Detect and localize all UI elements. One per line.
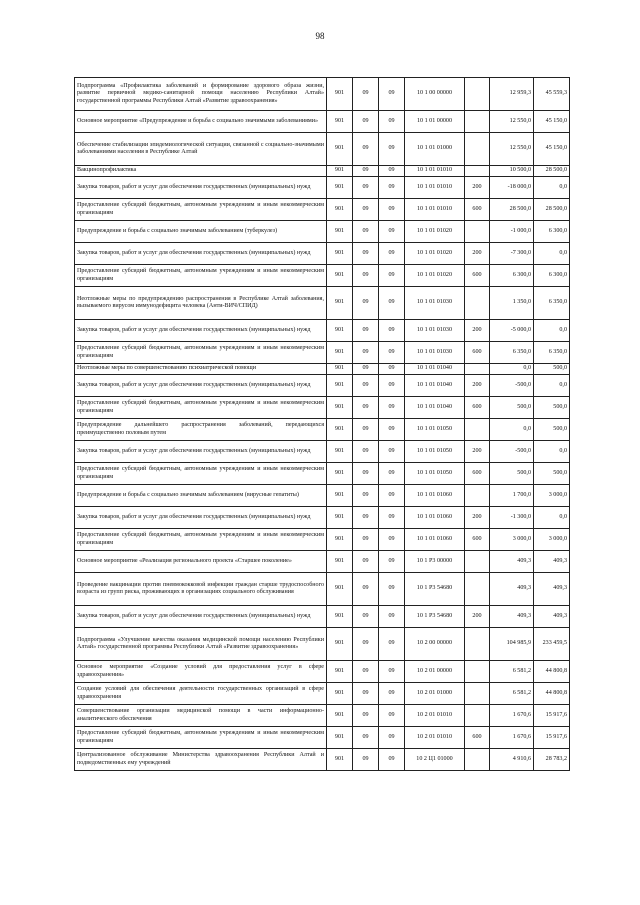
- amount-total: 500,0: [534, 419, 570, 441]
- subsection-code: 09: [379, 606, 405, 628]
- row-name: Неотложные меры по предупреждению распространения в Республике Алтай заболевания, вызываемого вирусом иммунодефицита человека (Анти-ВИЧ/СПИД): [75, 287, 327, 320]
- subsection-code: 09: [379, 221, 405, 243]
- row-name: Предоставление субсидий бюджетным, автономным учреждениям и иным некоммерческим организациям: [75, 265, 327, 287]
- admin-code: 901: [327, 166, 353, 177]
- amount-change: 409,3: [490, 606, 534, 628]
- table-row: [75, 507, 570, 529]
- expense-type-code: [465, 133, 490, 166]
- table-row: [75, 628, 570, 661]
- admin-code: 901: [327, 133, 353, 166]
- target-article-code: 10 1 01 01050: [405, 441, 465, 463]
- row-name: Централизованное обслуживание Министерства здравоохранения Республики Алтай и подведомственных ему учреждений: [75, 749, 327, 771]
- row-name: Вакцинопрофилактика: [75, 166, 327, 177]
- target-article-code: 10 1 01 01020: [405, 265, 465, 287]
- amount-change: 3 000,0: [490, 529, 534, 551]
- subsection-code: 09: [379, 364, 405, 375]
- target-article-code: 10 1 01 01030: [405, 287, 465, 320]
- section-code: 09: [353, 705, 379, 727]
- amount-total: 409,3: [534, 573, 570, 606]
- amount-total: 3 000,0: [534, 485, 570, 507]
- target-article-code: 10 1 01 01040: [405, 397, 465, 419]
- subsection-code: 09: [379, 551, 405, 573]
- admin-code: 901: [327, 265, 353, 287]
- admin-code: 901: [327, 573, 353, 606]
- section-code: 09: [353, 463, 379, 485]
- row-name: Создание условий для обеспечения деятельности государственных организаций в сфере здравоохранения: [75, 683, 327, 705]
- admin-code: 901: [327, 441, 353, 463]
- target-article-code: 10 1 01 01060: [405, 507, 465, 529]
- subsection-code: 09: [379, 507, 405, 529]
- amount-total: 45 150,0: [534, 133, 570, 166]
- table-row: [75, 364, 570, 375]
- amount-change: -7 300,0: [490, 243, 534, 265]
- table-row: [75, 221, 570, 243]
- admin-code: 901: [327, 749, 353, 771]
- expense-type-code: [465, 705, 490, 727]
- subsection-code: 09: [379, 485, 405, 507]
- amount-change: 10 500,0: [490, 166, 534, 177]
- subsection-code: 09: [379, 287, 405, 320]
- expense-type-code: [465, 221, 490, 243]
- section-code: 09: [353, 661, 379, 683]
- table-row: [75, 749, 570, 771]
- target-article-code: 10 1 01 01010: [405, 199, 465, 221]
- target-article-code: 10 1 P3 54680: [405, 573, 465, 606]
- expense-type-code: [465, 419, 490, 441]
- admin-code: 901: [327, 111, 353, 133]
- subsection-code: 09: [379, 265, 405, 287]
- table-row: [75, 397, 570, 419]
- page-number: 98: [315, 31, 325, 41]
- target-article-code: 10 1 01 01010: [405, 166, 465, 177]
- subsection-code: 09: [379, 320, 405, 342]
- row-name: Предоставление субсидий бюджетным, автономным учреждениям и иным некоммерческим организациям: [75, 463, 327, 485]
- subsection-code: 09: [379, 441, 405, 463]
- target-article-code: 10 2 01 01010: [405, 727, 465, 749]
- section-code: 09: [353, 342, 379, 364]
- admin-code: 901: [327, 727, 353, 749]
- amount-total: 45 150,0: [534, 111, 570, 133]
- row-name: Закупка товаров, работ и услуг для обеспечения государственных (муниципальных) нужд: [75, 441, 327, 463]
- admin-code: 901: [327, 177, 353, 199]
- amount-total: 6 300,0: [534, 265, 570, 287]
- amount-total: 0,0: [534, 177, 570, 199]
- amount-change: 409,3: [490, 573, 534, 606]
- subsection-code: 09: [379, 661, 405, 683]
- row-name: Подпрограмма «Профилактика заболеваний и формирование здорового образа жизни, развитие первичной медико-санитарной помощи населению Республики Алтай» государственной программы Республики Алтай «Развитие здравоохранения»: [75, 78, 327, 111]
- admin-code: 901: [327, 243, 353, 265]
- expense-type-code: [465, 287, 490, 320]
- amount-total: 6 350,0: [534, 342, 570, 364]
- amount-change: -5 000,0: [490, 320, 534, 342]
- target-article-code: 10 1 01 01020: [405, 221, 465, 243]
- budget-table: [74, 77, 570, 771]
- target-article-code: 10 2 01 01000: [405, 683, 465, 705]
- section-code: 09: [353, 166, 379, 177]
- subsection-code: 09: [379, 749, 405, 771]
- row-name: Закупка товаров, работ и услуг для обеспечения государственных (муниципальных) нужд: [75, 243, 327, 265]
- target-article-code: 10 1 01 01050: [405, 419, 465, 441]
- subsection-code: 09: [379, 628, 405, 661]
- expense-type-code: 200: [465, 507, 490, 529]
- amount-total: 15 917,6: [534, 727, 570, 749]
- section-code: 09: [353, 78, 379, 111]
- section-code: 09: [353, 573, 379, 606]
- admin-code: 901: [327, 628, 353, 661]
- table-row: [75, 199, 570, 221]
- expense-type-code: 200: [465, 320, 490, 342]
- expense-type-code: 200: [465, 177, 490, 199]
- subsection-code: 09: [379, 683, 405, 705]
- table-row: [75, 287, 570, 320]
- expense-type-code: 200: [465, 243, 490, 265]
- table-row: [75, 78, 570, 111]
- expense-type-code: [465, 485, 490, 507]
- row-name: Закупка товаров, работ и услуг для обеспечения государственных (муниципальных) нужд: [75, 375, 327, 397]
- budget-table-body: [75, 78, 570, 771]
- section-code: 09: [353, 320, 379, 342]
- table-row: [75, 243, 570, 265]
- subsection-code: 09: [379, 419, 405, 441]
- target-article-code: 10 1 01 00000: [405, 111, 465, 133]
- amount-total: 0,0: [534, 441, 570, 463]
- table-row: [75, 573, 570, 606]
- target-article-code: 10 1 01 01050: [405, 463, 465, 485]
- amount-total: 28 783,2: [534, 749, 570, 771]
- amount-total: 28 500,0: [534, 166, 570, 177]
- table-row: [75, 320, 570, 342]
- subsection-code: 09: [379, 573, 405, 606]
- section-code: 09: [353, 507, 379, 529]
- amount-total: 0,0: [534, 507, 570, 529]
- table-row: [75, 606, 570, 628]
- target-article-code: 10 1 P3 54680: [405, 606, 465, 628]
- expense-type-code: 600: [465, 265, 490, 287]
- row-name: Обеспечение стабилизации эпидемиологической ситуации, связанной с социально-значимыми заболеваниями населения в Республике Алтай: [75, 133, 327, 166]
- amount-change: -1 000,0: [490, 221, 534, 243]
- section-code: 09: [353, 628, 379, 661]
- subsection-code: 09: [379, 463, 405, 485]
- target-article-code: 10 1 01 01020: [405, 243, 465, 265]
- amount-change: 6 300,0: [490, 265, 534, 287]
- admin-code: 901: [327, 397, 353, 419]
- section-code: 09: [353, 749, 379, 771]
- amount-total: 45 559,3: [534, 78, 570, 111]
- section-code: 09: [353, 551, 379, 573]
- expense-type-code: 600: [465, 727, 490, 749]
- amount-total: 3 000,0: [534, 529, 570, 551]
- admin-code: 901: [327, 683, 353, 705]
- admin-code: 901: [327, 375, 353, 397]
- amount-total: 6 300,0: [534, 221, 570, 243]
- amount-total: 500,0: [534, 463, 570, 485]
- amount-change: 1 700,0: [490, 485, 534, 507]
- admin-code: 901: [327, 221, 353, 243]
- expense-type-code: 200: [465, 375, 490, 397]
- subsection-code: 09: [379, 177, 405, 199]
- section-code: 09: [353, 287, 379, 320]
- admin-code: 901: [327, 342, 353, 364]
- row-name: Основное мероприятие «Реализация регионального проекта «Старшее поколение»: [75, 551, 327, 573]
- expense-type-code: [465, 683, 490, 705]
- section-code: 09: [353, 397, 379, 419]
- admin-code: 901: [327, 419, 353, 441]
- section-code: 09: [353, 364, 379, 375]
- row-name: Предоставление субсидий бюджетным, автономным учреждениям и иным некоммерческим организациям: [75, 342, 327, 364]
- table-row: [75, 529, 570, 551]
- row-name: Предупреждение дальнейшего распространения заболеваний, передающихся преимущественно половым путем: [75, 419, 327, 441]
- subsection-code: 09: [379, 199, 405, 221]
- expense-type-code: [465, 573, 490, 606]
- amount-total: 409,3: [534, 551, 570, 573]
- expense-type-code: 600: [465, 463, 490, 485]
- subsection-code: 09: [379, 166, 405, 177]
- target-article-code: 10 1 01 01010: [405, 177, 465, 199]
- table-row: [75, 705, 570, 727]
- target-article-code: 10 1 P3 00000: [405, 551, 465, 573]
- target-article-code: 10 1 01 01060: [405, 485, 465, 507]
- table-row: [75, 265, 570, 287]
- subsection-code: 09: [379, 727, 405, 749]
- amount-total: 44 800,8: [534, 683, 570, 705]
- amount-total: 500,0: [534, 397, 570, 419]
- subsection-code: 09: [379, 111, 405, 133]
- target-article-code: 10 1 01 01060: [405, 529, 465, 551]
- amount-change: 500,0: [490, 397, 534, 419]
- section-code: 09: [353, 727, 379, 749]
- amount-total: 233 459,5: [534, 628, 570, 661]
- row-name: Предоставление субсидий бюджетным, автономным учреждениям и иным некоммерческим организациям: [75, 397, 327, 419]
- expense-type-code: [465, 551, 490, 573]
- amount-total: 0,0: [534, 243, 570, 265]
- admin-code: 901: [327, 320, 353, 342]
- target-article-code: 10 1 01 01040: [405, 375, 465, 397]
- amount-change: 104 985,9: [490, 628, 534, 661]
- admin-code: 901: [327, 705, 353, 727]
- target-article-code: 10 1 01 01000: [405, 133, 465, 166]
- section-code: 09: [353, 485, 379, 507]
- row-name: Предоставление субсидий бюджетным, автономным учреждениям и иным некоммерческим организациям: [75, 727, 327, 749]
- amount-change: -18 000,0: [490, 177, 534, 199]
- amount-change: 12 550,0: [490, 111, 534, 133]
- amount-total: 500,0: [534, 364, 570, 375]
- table-row: [75, 661, 570, 683]
- expense-type-code: [465, 628, 490, 661]
- amount-change: 6 581,2: [490, 683, 534, 705]
- amount-change: 4 910,6: [490, 749, 534, 771]
- amount-total: 15 917,6: [534, 705, 570, 727]
- table-row: [75, 342, 570, 364]
- subsection-code: 09: [379, 529, 405, 551]
- amount-total: 6 350,0: [534, 287, 570, 320]
- table-row: [75, 166, 570, 177]
- admin-code: 901: [327, 463, 353, 485]
- table-row: [75, 683, 570, 705]
- expense-type-code: 600: [465, 529, 490, 551]
- target-article-code: 10 1 01 01040: [405, 364, 465, 375]
- amount-change: 0,0: [490, 419, 534, 441]
- amount-change: 12 959,3: [490, 78, 534, 111]
- amount-change: 1 350,0: [490, 287, 534, 320]
- amount-change: -1 300,0: [490, 507, 534, 529]
- admin-code: 901: [327, 507, 353, 529]
- subsection-code: 09: [379, 243, 405, 265]
- admin-code: 901: [327, 606, 353, 628]
- admin-code: 901: [327, 78, 353, 111]
- row-name: Подпрограмма «Улучшение качества оказания медицинской помощи населению Республики Алтай» государственной программы Республики Алтай «Развитие здравоохранения»: [75, 628, 327, 661]
- row-name: Проведение вакцинации против пневмококковой инфекции граждан старше трудоспособного возраста из групп риска, проживающих в организациях социального обслуживания: [75, 573, 327, 606]
- subsection-code: 09: [379, 705, 405, 727]
- target-article-code: 10 2 Ц1 01000: [405, 749, 465, 771]
- expense-type-code: 600: [465, 397, 490, 419]
- amount-change: 6 581,2: [490, 661, 534, 683]
- expense-type-code: [465, 661, 490, 683]
- row-name: Закупка товаров, работ и услуг для обеспечения государственных (муниципальных) нужд: [75, 606, 327, 628]
- expense-type-code: [465, 111, 490, 133]
- section-code: 09: [353, 375, 379, 397]
- table-row: [75, 551, 570, 573]
- admin-code: 901: [327, 661, 353, 683]
- amount-change: 0,0: [490, 364, 534, 375]
- table-row: [75, 485, 570, 507]
- subsection-code: 09: [379, 375, 405, 397]
- expense-type-code: 200: [465, 606, 490, 628]
- row-name: Неотложные меры по совершенствованию психиатрической помощи: [75, 364, 327, 375]
- amount-change: 409,3: [490, 551, 534, 573]
- section-code: 09: [353, 606, 379, 628]
- amount-total: 28 500,0: [534, 199, 570, 221]
- section-code: 09: [353, 441, 379, 463]
- row-name: Закупка товаров, работ и услуг для обеспечения государственных (муниципальных) нужд: [75, 177, 327, 199]
- table-row: [75, 441, 570, 463]
- expense-type-code: [465, 166, 490, 177]
- amount-change: 1 670,6: [490, 727, 534, 749]
- amount-change: -500,0: [490, 375, 534, 397]
- expense-type-code: 200: [465, 441, 490, 463]
- amount-change: -500,0: [490, 441, 534, 463]
- admin-code: 901: [327, 364, 353, 375]
- expense-type-code: 600: [465, 342, 490, 364]
- row-name: Предоставление субсидий бюджетным, автономным учреждениям и иным некоммерческим организациям: [75, 199, 327, 221]
- section-code: 09: [353, 177, 379, 199]
- amount-change: 6 350,0: [490, 342, 534, 364]
- section-code: 09: [353, 683, 379, 705]
- amount-change: 500,0: [490, 463, 534, 485]
- row-name: Закупка товаров, работ и услуг для обеспечения государственных (муниципальных) нужд: [75, 320, 327, 342]
- admin-code: 901: [327, 551, 353, 573]
- table-row: [75, 177, 570, 199]
- expense-type-code: [465, 78, 490, 111]
- table-row: [75, 727, 570, 749]
- section-code: 09: [353, 221, 379, 243]
- target-article-code: 10 2 00 00000: [405, 628, 465, 661]
- subsection-code: 09: [379, 133, 405, 166]
- section-code: 09: [353, 419, 379, 441]
- target-article-code: 10 1 01 01030: [405, 342, 465, 364]
- amount-total: 44 800,8: [534, 661, 570, 683]
- expense-type-code: [465, 749, 490, 771]
- section-code: 09: [353, 199, 379, 221]
- row-name: Основное мероприятие «Создание условий для предоставления услуг в сфере здравоохранения»: [75, 661, 327, 683]
- amount-change: 1 670,6: [490, 705, 534, 727]
- target-article-code: 10 2 01 01010: [405, 705, 465, 727]
- amount-total: 0,0: [534, 375, 570, 397]
- target-article-code: 10 1 00 00000: [405, 78, 465, 111]
- expense-type-code: [465, 364, 490, 375]
- amount-total: 409,3: [534, 606, 570, 628]
- amount-change: 12 550,0: [490, 133, 534, 166]
- expense-type-code: 600: [465, 199, 490, 221]
- section-code: 09: [353, 243, 379, 265]
- subsection-code: 09: [379, 78, 405, 111]
- amount-change: 28 500,0: [490, 199, 534, 221]
- target-article-code: 10 1 01 01030: [405, 320, 465, 342]
- row-name: Закупка товаров, работ и услуг для обеспечения государственных (муниципальных) нужд: [75, 507, 327, 529]
- amount-total: 0,0: [534, 320, 570, 342]
- table-row: [75, 375, 570, 397]
- admin-code: 901: [327, 529, 353, 551]
- admin-code: 901: [327, 287, 353, 320]
- subsection-code: 09: [379, 397, 405, 419]
- row-name: Предоставление субсидий бюджетным, автономным учреждениям и иным некоммерческим организациям: [75, 529, 327, 551]
- row-name: Предупреждение и борьба с социально значимым заболеванием (туберкулез): [75, 221, 327, 243]
- table-row: [75, 463, 570, 485]
- table-row: [75, 111, 570, 133]
- row-name: Основное мероприятие «Предупреждение и борьба с социально значимыми заболеваниями»: [75, 111, 327, 133]
- row-name: Предупреждение и борьба с социально значимым заболеванием (вирусные гепатиты): [75, 485, 327, 507]
- table-row: [75, 133, 570, 166]
- subsection-code: 09: [379, 342, 405, 364]
- section-code: 09: [353, 111, 379, 133]
- admin-code: 901: [327, 485, 353, 507]
- table-row: [75, 419, 570, 441]
- section-code: 09: [353, 265, 379, 287]
- row-name: Совершенствование организации медицинской помощи в части информационно-аналитического обеспечения: [75, 705, 327, 727]
- section-code: 09: [353, 133, 379, 166]
- section-code: 09: [353, 529, 379, 551]
- target-article-code: 10 2 01 00000: [405, 661, 465, 683]
- admin-code: 901: [327, 199, 353, 221]
